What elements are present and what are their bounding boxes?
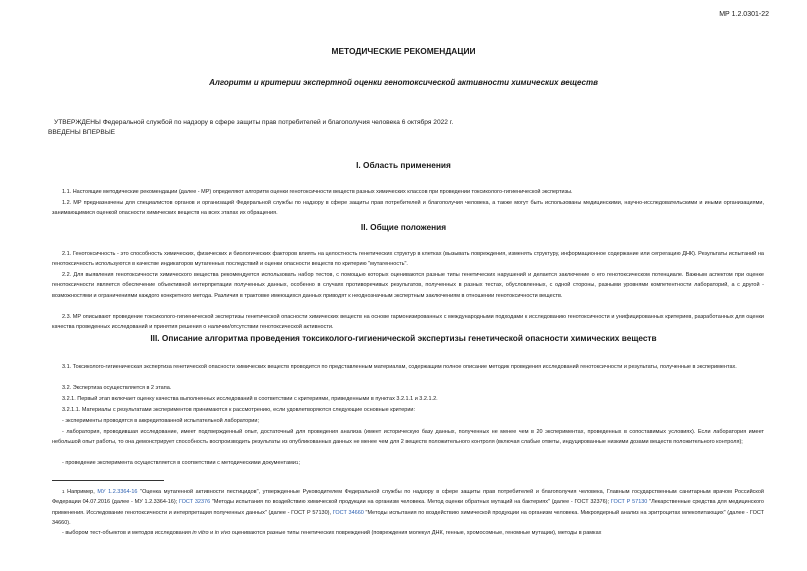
link-gost-34660[interactable]: ГОСТ 34660: [332, 509, 364, 516]
document-code: МР 1.2.0301-22: [719, 11, 769, 18]
approved-label: УТВЕРЖДЕНЫ: [54, 119, 101, 126]
footnote: [52, 487, 764, 528]
criterion-test-objects-text-1: - выбором тест-объектов и методов исследования: [62, 530, 193, 536]
paragraph-1-2: 1.2. МР предназначены для специалистов органов и организаций Федеральной службы по надзору в сфере защиты прав потребителей и благополучия человека, а также могут быть использованы медицинскими, научно-исследовательскими и иными организациями, занимающимися оценкой опасности химических веществ на всех этапах их обращения.: [52, 200, 764, 217]
approval-line: [54, 119, 453, 126]
document-title: МЕТОДИЧЕСКИЕ РЕКОМЕНДАЦИИ: [331, 46, 476, 56]
in-vitro-term: in vitro: [192, 530, 209, 536]
criterion-test-objects-text-2: и: [208, 530, 215, 536]
section-2-title: II. Общие положения: [360, 222, 447, 232]
footnote-marker: 1: [62, 489, 65, 494]
paragraph-2-1: 2.1. Генотоксичность - это способность химических, физических и биологических факторов влиять на целостность генетических структур в клетках (вызывать повреждения, изменять структуру, информационное содержание или сегрегацию ДНК). Результаты испытаний на генотоксичность используются в качестве индикаторов мутагенных последствий и оценки опасности веществ по критерию "мутагенность".: [52, 251, 764, 268]
approved-text: Федеральной службой по надзору в сфере защиты прав потребителей и благополучия человека 6 октября 2022 г.: [100, 119, 454, 126]
document-subtitle: Алгоритм и критерии экспертной оценки генотоксической активности химических веществ: [209, 78, 598, 87]
link-gost-r-57130[interactable]: ГОСТ Р 57130: [610, 499, 648, 506]
footnote-reference[interactable]: 1: [295, 460, 299, 465]
link-mu-1-2-3364-16[interactable]: МУ 1.2.3364-16: [97, 489, 138, 495]
footnote-text-1: Например,: [67, 489, 98, 495]
paragraph-2-2: 2.2. Для выявления генотоксичности химического вещества рекомендуется использовать набор тестов, с помощью которых оцениваются разные типы генетических нарушений и делается заключение о его генотоксическом потенциале. Важным аспектом при оценке генотоксичности является обеспечение объективной интерпретации полученных данных, особенно в случаях противоречивых результатов, полученных в разных тестах, обусловленных, с одной стороны, разными уровнями компетентности лабораторий, а с другой - возможностями и ограничениями каждого конкретного метода. Различия в трактовке имеющихся данных приводят к неоднозначным экспертным заключениям в отношении генотоксичности веществ.: [52, 272, 764, 299]
footnote-divider: [52, 480, 164, 481]
paragraph-3-2: 3.2. Экспертиза осуществляется в 2 этапа.: [62, 385, 172, 391]
in-vivo-term: in vivo: [214, 530, 231, 536]
paragraph-1-1: 1.1. Настоящие методические рекомендации (далее - МР) определяют алгоритм оценки генотоксичности веществ разных химических классов при проведении токсиколого-гигиенической экспертизы.: [62, 189, 573, 195]
paragraph-2-3: 2.3. МР описывают проведение токсиколого-гигиенической экспертизы генетической опасности химических веществ на основе гармонизированных с международными подходами к исследованию генотоксичности и унифицированных критериев, разработанных для оценки качества проведенных исследований и принятия решения о наличии/отсутствии генотоксической активности.: [52, 314, 764, 331]
criterion-accredited-lab: - эксперименты проводятся в аккредитованной испытательной лаборатории;: [62, 418, 259, 424]
criterion-test-objects-text-3: оцениваются разные типы генетических повреждений (повреждения молекул ДНК, генные, хромосомные, геномные мутации), методы в рамках: [230, 530, 602, 536]
section-1-title: I. Область применения: [356, 160, 451, 170]
criterion-method-documents-tail: ;: [298, 460, 300, 466]
link-gost-32376[interactable]: ГОСТ 32376: [178, 499, 211, 506]
footnote-text-3: "Методы испытания по воздействию химической продукции на организм человека. Метод оценки обратных мутаций на бактериях" (далее - ГОСТ 32376);: [210, 499, 611, 506]
introduced-line: ВВЕДЕНЫ ВПЕРВЫЕ: [48, 129, 116, 136]
criterion-method-documents: [52, 458, 764, 468]
paragraph-3-1: 3.1. Токсиколого-гигиеническая экспертиза генетической опасности химических веществ проводится по представленным материалам, содержащим полное описание методик проведения исследований генотоксичности и результаты, полученные в экспериментах.: [62, 364, 737, 370]
section-3-title: III. Описание алгоритма проведения токсиколого-гигиенической экспертизы генетической опасности химических веществ: [150, 333, 657, 343]
criterion-method-documents-text: - проведение эксперимента осуществляется в соответствии с методическими документами: [62, 460, 296, 466]
paragraph-3-2-1-1: 3.2.1.1. Материалы с результатами экспериментов принимаются к рассмотрению, если удовлетворяются следующие основные критерии:: [62, 407, 415, 413]
footnote-text-4: "Лекарственные средства для медицинского применения. Исследование генотоксичности и интерпретация полученных данных" (далее - ГОСТ Р 57130),: [52, 499, 764, 516]
criterion-lab-experience: - лаборатория, проводившая исследование, имеет подтвержденный опыт, достаточный для проведения анализа (имеет историческую базу данных, полученных не менее чем в 20 экспериментах, проведенных в сопоставимых условиях). Если лаборатория имеет небольшой опыт работы, то она демонстрирует способность воспроизводить результаты из опубликованных данных не менее чем для 2 веществ положительного контроля (включая слабые ответы, индуцированные низкими дозами веществ положительного контроля);: [52, 429, 764, 446]
footnote-text-5: "Методы испытания по воздействию химической продукции на организм человека. Микроядерный анализ на эритроцитах млекопитающих" (далее - ГОСТ 34660).: [52, 509, 765, 526]
paragraph-3-2-1: 3.2.1. Первый этап включает оценку качества выполненных исследований в соответствии с критериями, приведенными в пунктах 3.2.1.1 и 3.2.1.2.: [62, 396, 438, 402]
criterion-test-objects: [52, 528, 764, 538]
footnote-text-2: "Оценка мутагенной активности пестицидов", утвержденные Руководителем Федеральной службы по надзору в сфере защиты прав потребителей и благополучия человека, Главным государственным санитарным врачом Российской Федерации 04.07.2016 (далее - МУ 1.2.3364-16);: [52, 489, 764, 506]
